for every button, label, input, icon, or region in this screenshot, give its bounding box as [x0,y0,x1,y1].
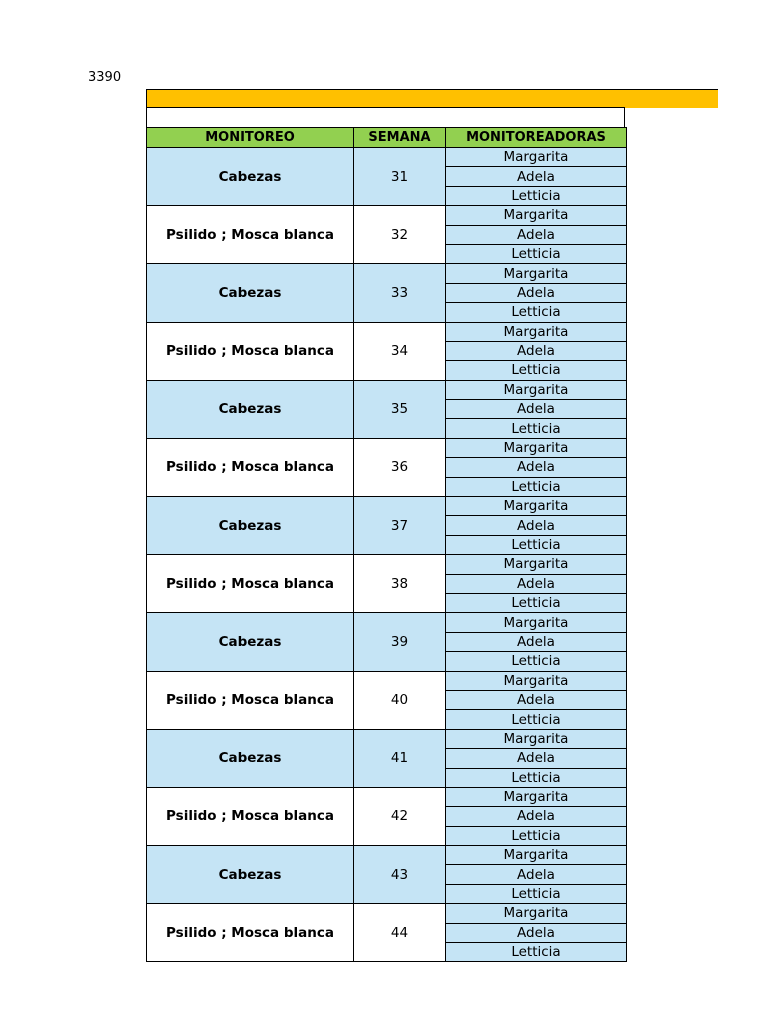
monitoreadora-cell: Adela [446,749,627,768]
monitoreo-cell: Cabezas [147,380,354,438]
monitoreadora-cell: Letticia [446,710,627,729]
table-row [147,438,627,457]
monitoreadora-cell: Letticia [446,768,627,787]
table-row [147,148,627,167]
monitoreadora-cell: Margarita [446,729,627,748]
monitoreadora-cell: Margarita [446,846,627,865]
table-row [147,729,627,748]
monitoreadora-cell: Margarita [446,148,627,167]
table-row [147,555,627,574]
monitoreadora-cell: Margarita [446,497,627,516]
schedule-table-container [146,127,626,961]
monitoreadora-cell: Letticia [446,361,627,380]
monitoreadora-cell: Adela [446,865,627,884]
monitoreadora-cell: Adela [446,923,627,942]
page-number: 3390 [88,70,122,85]
table-row [147,206,627,225]
monitoreadora-cell: Letticia [446,477,627,496]
table-header-row [147,128,627,148]
monitoreadora-cell: Letticia [446,652,627,671]
schedule-table [146,127,627,962]
semana-cell: 44 [354,904,446,962]
monitoreadora-cell: Adela [446,574,627,593]
semana-cell: 37 [354,497,446,555]
monitoreadora-cell: Margarita [446,671,627,690]
monitoreadora-cell: Letticia [446,244,627,263]
monitoreo-cell: Cabezas [147,613,354,671]
monitoreadora-cell: Letticia [446,535,627,554]
table-row [147,264,627,283]
monitoreo-cell: Psilido ; Mosca blanca [147,555,354,613]
monitoreo-cell: Psilido ; Mosca blanca [147,206,354,264]
header-semana: SEMANA [354,128,446,148]
semana-cell: 40 [354,671,446,729]
semana-cell: 35 [354,380,446,438]
monitoreadora-cell: Margarita [446,322,627,341]
semana-cell: 43 [354,846,446,904]
blank-row [146,108,625,127]
semana-cell: 32 [354,206,446,264]
monitoreadora-cell: Letticia [446,419,627,438]
monitoreadora-cell: Adela [446,283,627,302]
monitoreadora-cell: Margarita [446,380,627,399]
monitoreadora-cell: Adela [446,458,627,477]
monitoreadora-cell: Margarita [446,904,627,923]
monitoreadora-cell: Adela [446,341,627,360]
monitoreadora-cell: Letticia [446,943,627,962]
monitoreadora-cell: Adela [446,400,627,419]
monitoreo-cell: Psilido ; Mosca blanca [147,438,354,496]
monitoreo-cell: Psilido ; Mosca blanca [147,671,354,729]
monitoreadora-cell: Adela [446,516,627,535]
title-banner [146,89,718,108]
monitoreadora-cell: Letticia [446,826,627,845]
monitoreadora-cell: Letticia [446,303,627,322]
table-row [147,497,627,516]
monitoreo-cell: Cabezas [147,148,354,206]
table-row [147,904,627,923]
monitoreadora-cell: Margarita [446,438,627,457]
table-row [147,787,627,806]
semana-cell: 31 [354,148,446,206]
semana-cell: 36 [354,438,446,496]
monitoreadora-cell: Margarita [446,264,627,283]
monitoreadora-cell: Margarita [446,555,627,574]
monitoreadora-cell: Adela [446,225,627,244]
semana-cell: 33 [354,264,446,322]
monitoreo-cell: Cabezas [147,729,354,787]
table-row [147,322,627,341]
monitoreadora-cell: Adela [446,167,627,186]
monitoreadora-cell: Margarita [446,613,627,632]
semana-cell: 41 [354,729,446,787]
monitoreo-cell: Psilido ; Mosca blanca [147,322,354,380]
monitoreadora-cell: Adela [446,807,627,826]
table-body [147,148,627,962]
monitoreadora-cell: Adela [446,690,627,709]
monitoreo-cell: Psilido ; Mosca blanca [147,904,354,962]
table-row [147,846,627,865]
table-row [147,671,627,690]
monitoreo-cell: Cabezas [147,846,354,904]
table-row [147,380,627,399]
monitoreadora-cell: Margarita [446,206,627,225]
monitoreadora-cell: Adela [446,632,627,651]
monitoreo-cell: Cabezas [147,497,354,555]
semana-cell: 34 [354,322,446,380]
table-row [147,613,627,632]
semana-cell: 42 [354,787,446,845]
monitoreo-cell: Cabezas [147,264,354,322]
header-monitoreadoras: MONITOREADORAS [446,128,627,148]
monitoreadora-cell: Letticia [446,186,627,205]
header-monitoreo: MONITOREO [147,128,354,148]
monitoreo-cell: Psilido ; Mosca blanca [147,787,354,845]
monitoreadora-cell: Margarita [446,787,627,806]
monitoreadora-cell: Letticia [446,884,627,903]
semana-cell: 38 [354,555,446,613]
monitoreadora-cell: Letticia [446,593,627,612]
semana-cell: 39 [354,613,446,671]
